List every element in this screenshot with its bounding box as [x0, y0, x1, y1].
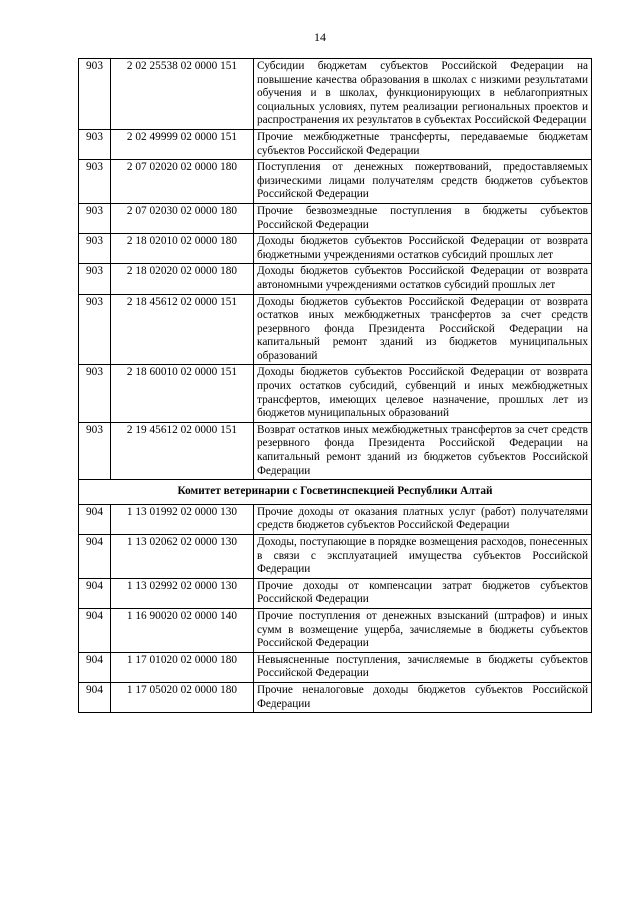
admin-code-cell: 903 [79, 264, 111, 294]
revenue-codes-table [78, 58, 592, 713]
revenue-name-cell: Прочие безвозмездные поступления в бюджеты субъектов Российской Федерации [254, 203, 592, 233]
table-row [79, 203, 592, 233]
revenue-name-cell: Поступления от денежных пожертвований, предоставляемых физическими лицами получателям средств бюджетов субъектов Российской Федерации [254, 160, 592, 204]
table-row [79, 234, 592, 264]
admin-code-cell: 903 [79, 129, 111, 159]
revenue-name-cell: Прочие поступления от денежных взысканий (штрафов) и иных сумм в возмещение ущерба, зачисляемые в бюджеты субъектов Российской Федерации [254, 608, 592, 652]
admin-code-cell: 904 [79, 535, 111, 579]
kbk-code-cell: 2 19 45612 02 0000 151 [111, 422, 254, 479]
admin-code-cell: 904 [79, 608, 111, 652]
table-row [79, 504, 592, 534]
kbk-code-cell: 1 17 05020 02 0000 180 [111, 682, 254, 712]
kbk-code-cell: 1 13 01992 02 0000 130 [111, 504, 254, 534]
kbk-code-cell: 2 18 60010 02 0000 151 [111, 365, 254, 422]
page-number: 14 [314, 30, 326, 44]
revenue-name-cell: Возврат остатков иных межбюджетных трансфертов за счет средств резервного фонда Президента Российской Федерации на капитальный ремонт зданий из бюджетов субъектов Российской Федерации [254, 422, 592, 479]
kbk-code-cell: 2 07 02030 02 0000 180 [111, 203, 254, 233]
admin-code-cell: 903 [79, 160, 111, 204]
table-row [79, 365, 592, 422]
kbk-code-cell: 2 02 25538 02 0000 151 [111, 59, 254, 130]
admin-code-cell: 903 [79, 203, 111, 233]
kbk-code-cell: 2 18 45612 02 0000 151 [111, 294, 254, 365]
kbk-code-cell: 2 02 49999 02 0000 151 [111, 129, 254, 159]
revenue-name-cell: Невыясненные поступления, зачисляемые в бюджеты субъектов Российской Федерации [254, 652, 592, 682]
kbk-code-cell: 2 18 02020 02 0000 180 [111, 264, 254, 294]
kbk-code-cell: 2 18 02010 02 0000 180 [111, 234, 254, 264]
kbk-code-cell: 2 07 02020 02 0000 180 [111, 160, 254, 204]
admin-code-cell: 904 [79, 682, 111, 712]
admin-code-cell: 904 [79, 504, 111, 534]
kbk-code-cell: 1 13 02992 02 0000 130 [111, 578, 254, 608]
kbk-code-cell: 1 16 90020 02 0000 140 [111, 608, 254, 652]
table-row [79, 294, 592, 365]
revenue-name-cell: Доходы бюджетов субъектов Российской Федерации от возврата остатков иных межбюджетных трансфертов за счет средств резервного фонда Президента Российской Федерации на капитальный ремонт зданий из бюджетов муниципальных образований [254, 294, 592, 365]
revenue-name-cell: Доходы бюджетов субъектов Российской Федерации от возврата автономными учреждениями остатков субсидий прошлых лет [254, 264, 592, 294]
revenue-name-cell: Доходы бюджетов субъектов Российской Федерации от возврата прочих остатков субсидий, субвенций и иных межбюджетных трансфертов, имеющих целевое назначение, прошлых лет из бюджетов муниципальных образований [254, 365, 592, 422]
revenue-name-cell: Прочие доходы от оказания платных услуг (работ) получателями средств бюджетов субъектов Российской Федерации [254, 504, 592, 534]
admin-code-cell: 904 [79, 578, 111, 608]
table-row [79, 160, 592, 204]
revenue-name-cell: Прочие неналоговые доходы бюджетов субъектов Российской Федерации [254, 682, 592, 712]
table-row [79, 652, 592, 682]
admin-code-cell: 903 [79, 422, 111, 479]
admin-code-cell: 903 [79, 365, 111, 422]
admin-code-cell: 903 [79, 234, 111, 264]
revenue-name-cell: Прочие доходы от компенсации затрат бюджетов субъектов Российской Федерации [254, 578, 592, 608]
table-row [79, 535, 592, 579]
table-row [79, 59, 592, 130]
table-row [79, 578, 592, 608]
section-header-row [79, 480, 592, 505]
section-title: Комитет ветеринарии с Госветинспекцией Республики Алтай [79, 480, 592, 505]
admin-code-cell: 904 [79, 652, 111, 682]
kbk-code-cell: 1 17 01020 02 0000 180 [111, 652, 254, 682]
revenue-name-cell: Прочие межбюджетные трансферты, передаваемые бюджетам субъектов Российской Федерации [254, 129, 592, 159]
revenue-name-cell: Доходы бюджетов субъектов Российской Федерации от возврата бюджетными учреждениями остатков субсидий прошлых лет [254, 234, 592, 264]
table-row [79, 608, 592, 652]
admin-code-cell: 903 [79, 294, 111, 365]
table-row [79, 422, 592, 479]
admin-code-cell: 903 [79, 59, 111, 130]
table-row [79, 682, 592, 712]
table-row [79, 264, 592, 294]
kbk-code-cell: 1 13 02062 02 0000 130 [111, 535, 254, 579]
revenue-name-cell: Субсидии бюджетам субъектов Российской Федерации на повышение качества образования в школах с низкими результатами обучения и в школах, функционирующих в неблагоприятных социальных условиях, путем реализации региональных проектов и распространения их результатов в субъектах Российской Федерации [254, 59, 592, 130]
revenue-name-cell: Доходы, поступающие в порядке возмещения расходов, понесенных в связи с эксплуатацией имущества субъектов Российской Федерации [254, 535, 592, 579]
table-row [79, 129, 592, 159]
